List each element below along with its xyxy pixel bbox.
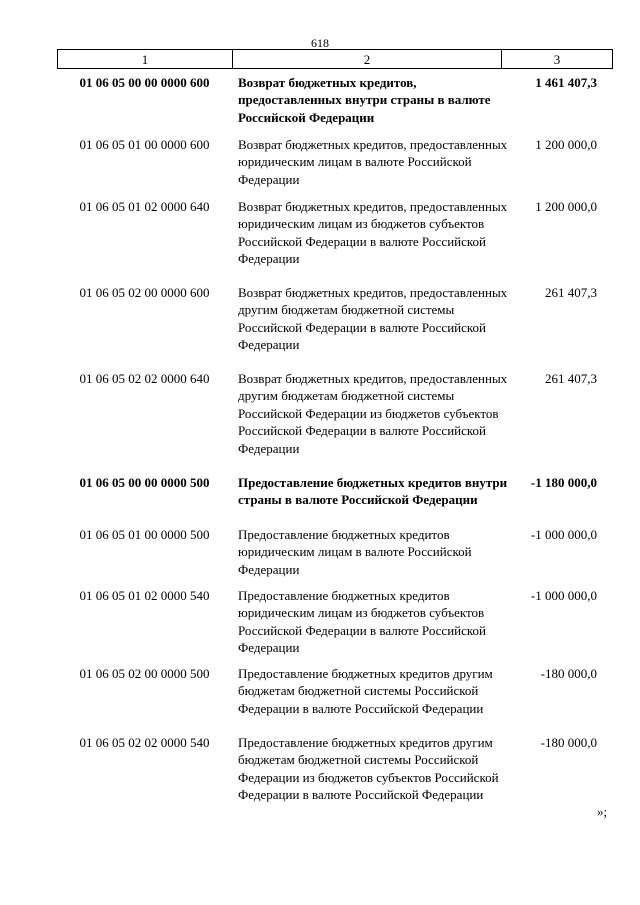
budget-code: 01 06 05 00 00 0000 600: [79, 75, 210, 90]
row-amount: -1 000 000,0: [530, 588, 597, 603]
row-amount: -1 000 000,0: [530, 527, 597, 542]
row-description: Возврат бюджетных кредитов, предоставленных юридическим лицам в валюте Российской Федерации: [238, 137, 508, 187]
column-header-3: 3: [502, 50, 613, 69]
row-amount: 1 200 000,0: [535, 199, 597, 214]
row-description: Предоставление бюджетных кредитов юридическим лицам из бюджетов субъектов Российской Федерации в валюте Российской Федерации: [238, 588, 486, 656]
closing-quote-mark: »;: [597, 804, 608, 819]
row-description: Возврат бюджетных кредитов, предоставленных другим бюджетам бюджетной системы Российской Федерации в валюте Российской Федерации: [238, 285, 508, 353]
row-description: Возврат бюджетных кредитов, предоставленных другим бюджетам бюджетной системы Российской Федерации из бюджетов субъектов Российской Федерации в валюте Российской Федерации: [238, 371, 508, 456]
column-header-table: [57, 49, 613, 69]
row-amount: -1 180 000,0: [530, 475, 597, 490]
page-number: 618: [311, 36, 329, 50]
budget-code: 01 06 05 02 02 0000 640: [79, 371, 210, 386]
budget-code: 01 06 05 01 00 0000 500: [79, 527, 210, 542]
row-description: Предоставление бюджетных кредитов другим бюджетам бюджетной системы Российской Федерации из бюджетов субъектов Российской Федерации в валюте Российской Федерации: [238, 735, 499, 803]
row-description: Предоставление бюджетных кредитов юридическим лицам в валюте Российской Федерации: [238, 527, 472, 577]
row-amount: -180 000,0: [540, 666, 597, 681]
column-header-1: 1: [58, 50, 233, 69]
budget-code: 01 06 05 02 00 0000 600: [79, 285, 210, 300]
row-amount: 261 407,3: [545, 285, 597, 300]
budget-code: 01 06 05 02 02 0000 540: [79, 735, 210, 750]
row-amount: -180 000,0: [540, 735, 597, 750]
row-amount: 1 200 000,0: [535, 137, 597, 152]
row-amount: 1 461 407,3: [535, 75, 597, 90]
budget-code: 01 06 05 02 00 0000 500: [79, 666, 210, 681]
column-header-2: 2: [233, 50, 502, 69]
row-description: Возврат бюджетных кредитов, предоставленных юридическим лицам из бюджетов субъектов Российской Федерации в валюте Российской Федерации: [238, 199, 508, 267]
row-description: Возврат бюджетных кредитов, предоставленных внутри страны в валюте Российской Федерации: [238, 75, 491, 125]
column-header-row: [58, 50, 613, 69]
row-description: Предоставление бюджетных кредитов внутри страны в валюте Российской Федерации: [238, 475, 508, 508]
row-description: Предоставление бюджетных кредитов другим бюджетам бюджетной системы Российской Федерации в валюте Российской Федерации: [238, 666, 493, 716]
budget-code: 01 06 05 01 02 0000 640: [79, 199, 210, 214]
row-amount: 261 407,3: [545, 371, 597, 386]
budget-code: 01 06 05 00 00 0000 500: [79, 475, 210, 490]
budget-code: 01 06 05 01 02 0000 540: [79, 588, 210, 603]
budget-code: 01 06 05 01 00 0000 600: [79, 137, 210, 152]
